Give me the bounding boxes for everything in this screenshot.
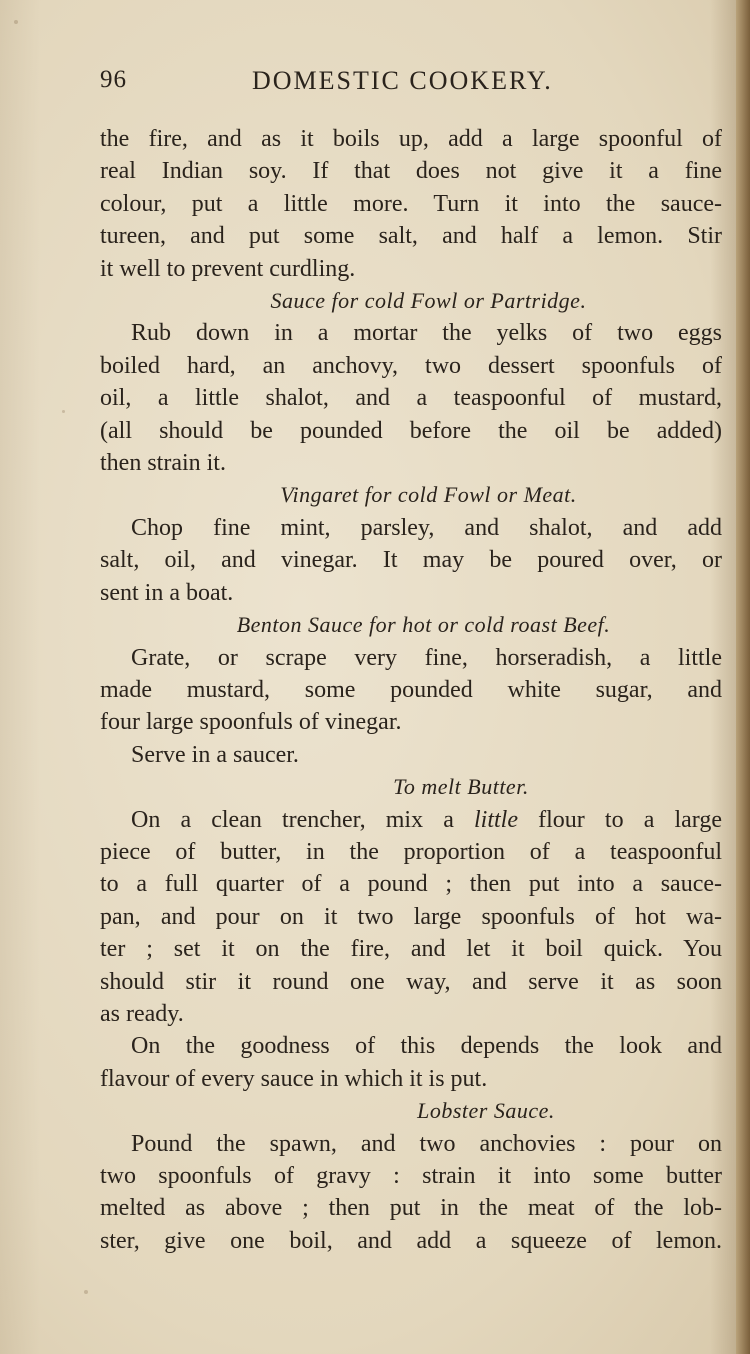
text-line: salt, oil, and vinegar. It may be poured over, or	[100, 547, 722, 574]
page-edge-shadow	[736, 0, 750, 1354]
page-body	[100, 123, 722, 1257]
text-line: flavour of every sauce in which it is put.	[100, 1065, 488, 1092]
text-line: Grate, or scrape very fine, horseradish, a little	[131, 644, 722, 671]
text-line: as ready.	[100, 1000, 184, 1027]
text-line: to a full quarter of a pound ; then put into a sauce-	[100, 871, 722, 898]
text-line: sent in a boat.	[100, 579, 234, 606]
text-line: then strain it.	[100, 450, 226, 477]
text-line: ster, give one boil, and add a squeeze of lemon.	[100, 1227, 722, 1254]
page-header	[100, 66, 620, 106]
text-line: Pound the spawn, and two anchovies : pour on	[131, 1130, 722, 1157]
running-head: DOMESTIC COOKERY.	[252, 66, 553, 95]
text-line: tureen, and put some salt, and half a lemon. Stir	[100, 223, 722, 250]
text-line: colour, put a little more. Turn it into the sauce-	[100, 190, 722, 217]
recipe-heading: To melt Butter.	[393, 774, 529, 800]
recipe-heading: Sauce for cold Fowl or Partridge.	[270, 288, 587, 314]
recipe-heading: Vingaret for cold Fowl or Meat.	[280, 482, 577, 508]
recipe-heading: Lobster Sauce.	[417, 1098, 555, 1124]
text-line: boiled hard, an anchovy, two dessert spoonfuls of	[100, 352, 722, 379]
foxing-spot	[14, 20, 18, 24]
text-line: Chop fine mint, parsley, and shalot, and add	[131, 514, 722, 541]
text-line: oil, a little shalot, and a teaspoonful of mustard,	[100, 385, 722, 412]
recipe-heading: Benton Sauce for hot or cold roast Beef.	[236, 612, 611, 638]
text-line: piece of butter, in the proportion of a teaspoonful	[100, 838, 722, 865]
text-line: four large spoonfuls of vinegar.	[100, 709, 402, 736]
text-line: real Indian soy. If that does not give it a fine	[100, 158, 722, 185]
italic-word: little	[474, 806, 518, 833]
text-line: Serve in a saucer.	[131, 741, 299, 768]
page-number: 96	[100, 66, 127, 93]
text-line: the fire, and as it boils up, add a large spoonful of	[100, 126, 722, 152]
text-line: it well to prevent curdling.	[100, 255, 356, 282]
text-line: made mustard, some pounded white sugar, and	[100, 676, 722, 703]
text-line: (all should be pounded before the oil be added)	[100, 417, 722, 444]
text-line: ter ; set it on the fire, and let it boil quick. You	[100, 936, 722, 963]
text-line: On a clean trencher, mix a little flour to a large	[131, 806, 722, 833]
text-line: should stir it round one way, and serve it as soon	[100, 968, 722, 995]
text-line: two spoonfuls of gravy : strain it into some butter	[100, 1163, 722, 1189]
text-line: Rub down in a mortar the yelks of two eggs	[131, 320, 722, 347]
text-line: On the goodness of this depends the look and	[131, 1033, 722, 1060]
text-line: melted as above ; then put in the meat of the lob-	[100, 1195, 722, 1222]
text-line: pan, and pour on it two large spoonfuls of hot wa-	[100, 903, 722, 930]
foxing-spot	[62, 410, 65, 413]
foxing-spot	[84, 1290, 88, 1294]
